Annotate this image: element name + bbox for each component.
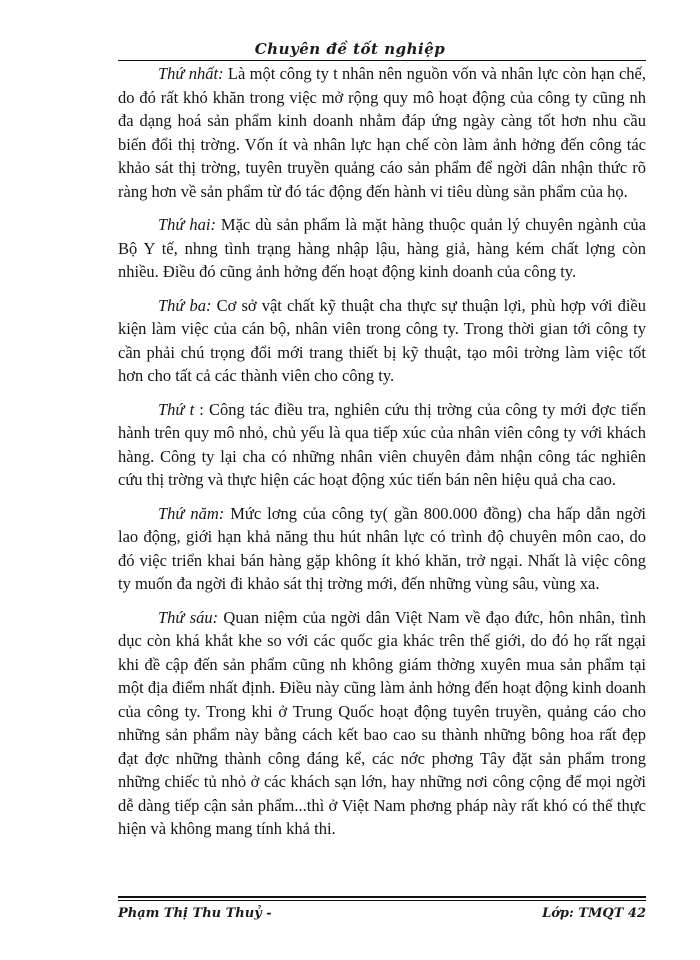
paragraph-text: Cơ sở vật chất kỹ thuật cha thực sự thuận lợi, phù hợp với điều kiện làm việc của cán bộ, nhân viên trong công ty. Trong thời gian tới công ty cần phải chú trọng đổi mới trang thiết bị kỹ thuật, tạo môi trờng làm việc tốt hơn cho tất cả các thành viên cho công ty. xyxy=(118,295,646,385)
body-text xyxy=(118,62,646,851)
paragraph-lead: Thứ ba: xyxy=(158,295,212,315)
paragraph-lead: Thứ sáu: xyxy=(158,607,219,627)
paragraph-lead: Thứ nhất: xyxy=(158,64,224,83)
paragraph-6 xyxy=(118,606,646,841)
paragraph-lead: Thứ t xyxy=(158,399,195,419)
footer-author: Phạm Thị Thu Thuỷ - xyxy=(118,906,272,921)
paragraph-3 xyxy=(118,294,646,388)
paragraph-text: Là một công ty t nhân nên nguồn vốn và nhân lực còn hạn chế, do đó rất khó khăn trong việc mở rộng quy mô hoạt động của công ty cũng nh đa dạng hoá sản phẩm kinh doanh nhằm đáp ứng ngày càng tốt hơn nhu cầu biến đổi thị trờng. Vốn ít và nhân lực hạn chế còn làm ảnh hởng đến công tác khảo sát thị trờng, tuyên truyền quảng cáo sản phẩm để ngời dân nhận thức rõ ràng hơn về sản phẩm từ đó tác động đến hành vi tiêu dùng sản phẩm của họ. xyxy=(118,64,646,201)
paragraph-1 xyxy=(118,62,646,203)
paragraph-5 xyxy=(118,502,646,596)
page-header-title: Chuyên đề tốt nghiệp xyxy=(254,40,446,58)
footer-rule-bottom xyxy=(118,900,646,901)
footer-rule-top xyxy=(118,896,646,898)
paragraph-lead: Thứ hai: xyxy=(158,215,216,234)
paragraph-text: Quan niệm của ngời dân Việt Nam về đạo đức, hôn nhân, tình dục còn khá khắt khe so với các quốc gia khác trên thế giới, do đó họ rất ngại khi đề cập đến sản phẩm cũng nh không giám thờng xuyên mua sản phẩm tại một địa điểm nhất định. Điều này cũng làm ảnh hởng đến hoạt động kinh doanh của công ty. Trong khi ở Trung Quốc hoạt động tuyên truyền, quảng cáo cho những sản phẩm này bằng cách kết bao cao su thành những bông hoa rất đẹp đạt đợc những thành công đáng kể, các nớc phơng Tây đặt sản phẩm trong những chiếc tủ nhỏ ở các khách sạn lớn, hay những nơi công cộng để mọi ngời dễ dàng tiếp cận sản phẩm...thì ở Việt Nam phơng pháp này rất khó có thể thực hiện và không mang tính khả thi. xyxy=(118,607,647,838)
footer-class: Lớp: TMQT 42 xyxy=(542,906,646,921)
header-rule xyxy=(118,60,646,61)
paragraph-text: Mức lơng của công ty( gần 800.000 đồng) cha hấp dẫn ngời lao động, giới hạn khả năng thu hút nhân lực có trình độ chuyên môn cao, do đó việc triển khai bán hàng gặp không ít khó khăn, trở ngại. Nhất là việc công ty muốn đa ngời đi khảo sát thị trờng mới, đến những vùng sâu, vùng xa. xyxy=(118,503,647,593)
paragraph-text: : Công tác điều tra, nghiên cứu thị trờng của công ty mới đợc tiến hành trên quy mô nhỏ, chủ yếu là qua tiếp xúc của nhân viên công ty với khách hàng. Công ty lại cha có những nhân viên chuyên đảm nhận công tác nghiên cứu thị trờng và thực hiện các hoạt động xúc tiến bán nên hiệu quả cha cao. xyxy=(118,399,646,489)
paragraph-text: Mặc dù sản phẩm là mặt hàng thuộc quản lý chuyên ngành của Bộ Y tế, nhng tình trạng hàng nhập lậu, hàng giả, hàng kém chất lợng còn nhiều. Điều đó cũng ảnh hởng đến hoạt động kinh doanh của công ty. xyxy=(118,215,646,281)
paragraph-lead: Thứ năm: xyxy=(158,503,225,523)
paragraph-4 xyxy=(118,398,646,492)
paragraph-2 xyxy=(118,213,646,284)
